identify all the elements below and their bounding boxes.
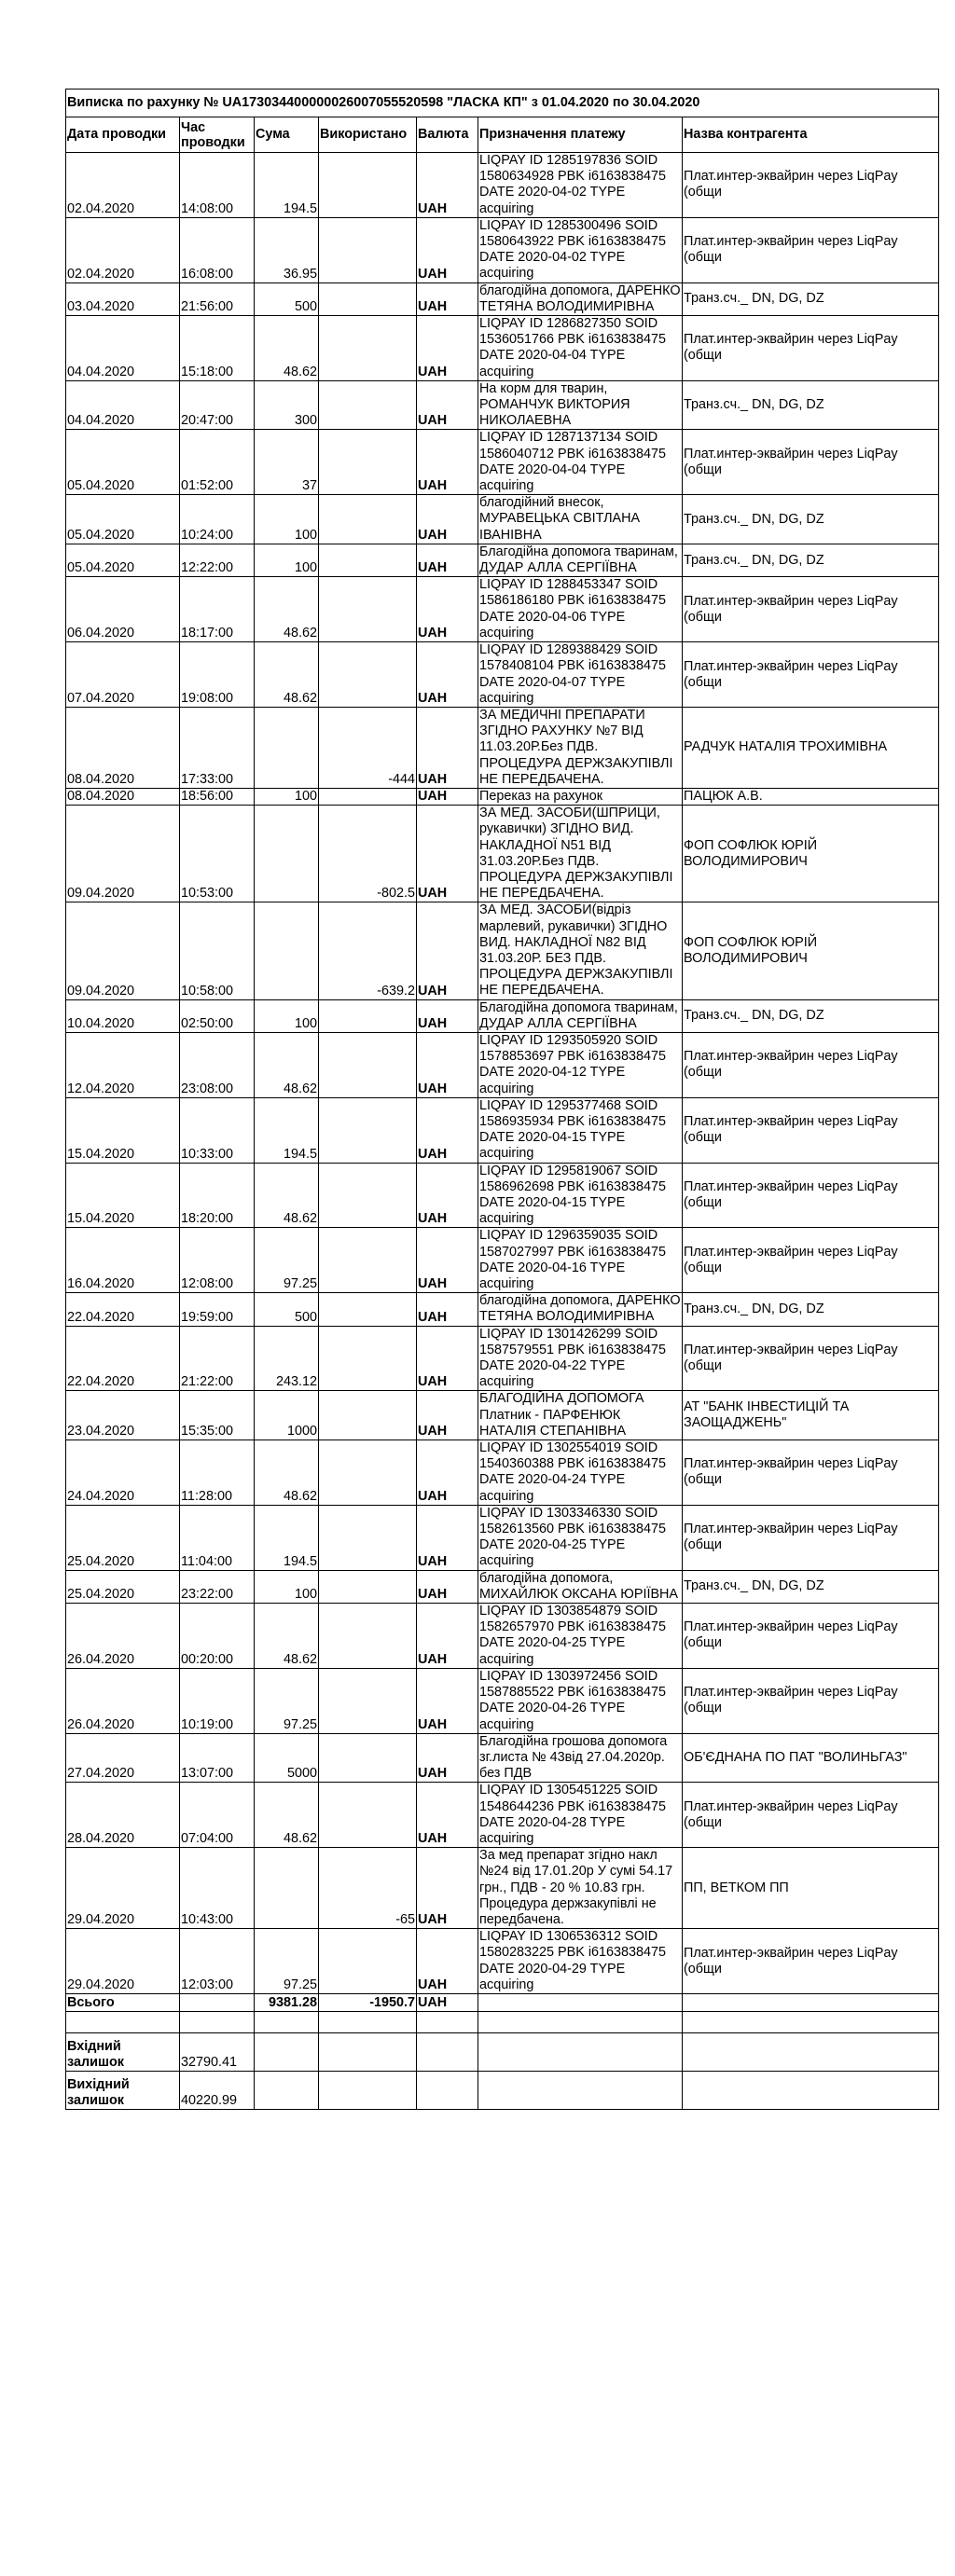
cell-used <box>319 1391 417 1440</box>
cell-purpose: LIQPAY ID 1287137134 SOID 1586040712 PBK i6163838475 DATE 2020-04-04 TYPE acquiring <box>478 430 683 495</box>
cell-used <box>319 642 417 708</box>
total-currency: UAH <box>417 1993 478 2011</box>
statement-title: Виписка по рахунку № UA173034400000026007055520598 "ЛАСКА КП" з 01.04.2020 по 30.04.2020 <box>66 90 939 117</box>
cell-used <box>319 1570 417 1603</box>
cell-currency: UAH <box>417 1604 478 1669</box>
cell-used <box>319 544 417 576</box>
cell-currency: UAH <box>417 999 478 1032</box>
cell-time: 23:08:00 <box>180 1032 255 1097</box>
cell-time: 12:03:00 <box>180 1929 255 1994</box>
cell-used <box>319 1783 417 1848</box>
cell-currency: UAH <box>417 495 478 544</box>
cell-currency: UAH <box>417 902 478 999</box>
cell-time: 23:22:00 <box>180 1570 255 1603</box>
cell-purpose: LIQPAY ID 1296359035 SOID 1587027997 PBK i6163838475 DATE 2020-04-16 TYPE acquiring <box>478 1228 683 1293</box>
cell-currency: UAH <box>417 1733 478 1783</box>
statement-table <box>65 89 939 2110</box>
cell-date: 26.04.2020 <box>66 1668 180 1733</box>
cell-currency: UAH <box>417 1391 478 1440</box>
cell-amount <box>255 806 319 902</box>
cell-counterparty: Плат.интер-эквайрин через LiqPay (общи <box>683 1228 939 1293</box>
cell-currency: UAH <box>417 1570 478 1603</box>
table-row <box>66 1783 939 1848</box>
cell-purpose: LIQPAY ID 1303972456 SOID 1587885522 PBK i6163838475 DATE 2020-04-26 TYPE acquiring <box>478 1668 683 1733</box>
cell-time: 10:19:00 <box>180 1668 255 1733</box>
cell-counterparty: ФОП СОФЛЮК ЮРІЙ ВОЛОДИМИРОВИЧ <box>683 806 939 902</box>
cell-purpose: БЛАГОДІЙНА ДОПОМОГА Платник - ПАРФЕНЮК НАТАЛІЯ СТЕПАНІВНА <box>478 1391 683 1440</box>
cell-amount: 1000 <box>255 1391 319 1440</box>
cell-currency: UAH <box>417 788 478 805</box>
table-row <box>66 1097 939 1163</box>
cell-amount: 100 <box>255 544 319 576</box>
statement-title-row <box>66 90 939 117</box>
table-row <box>66 1929 939 1994</box>
cell-date: 06.04.2020 <box>66 577 180 642</box>
col-header-time: Час проводки <box>180 117 255 153</box>
cell-counterparty: Плат.интер-эквайрин через LiqPay (общи <box>683 1929 939 1994</box>
cell-purpose: Переказ на рахунок <box>478 788 683 805</box>
cell-date: 25.04.2020 <box>66 1505 180 1570</box>
cell-time: 20:47:00 <box>180 380 255 430</box>
cell-purpose: LIQPAY ID 1288453347 SOID 1586186180 PBK i6163838475 DATE 2020-04-06 TYPE acquiring <box>478 577 683 642</box>
cell-counterparty: Плат.интер-эквайрин через LiqPay (общи <box>683 1783 939 1848</box>
cell-used <box>319 282 417 315</box>
total-label: Всього <box>66 1993 180 2011</box>
cell-date: 22.04.2020 <box>66 1326 180 1391</box>
cell-date: 16.04.2020 <box>66 1228 180 1293</box>
cell-counterparty: РАДЧУК НАТАЛІЯ ТРОХИМІВНА <box>683 707 939 788</box>
cell-amount: 48.62 <box>255 1032 319 1097</box>
cell-counterparty: Транз.сч._ DN, DG, DZ <box>683 380 939 430</box>
cell-currency: UAH <box>417 1293 478 1326</box>
cell-purpose: LIQPAY ID 1289388429 SOID 1578408104 PBK i6163838475 DATE 2020-04-07 TYPE acquiring <box>478 642 683 708</box>
cell-amount: 500 <box>255 1293 319 1326</box>
opening-balance-label: Вхідний залишок <box>66 2032 180 2071</box>
cell-amount: 97.25 <box>255 1929 319 1994</box>
cell-time: 18:17:00 <box>180 577 255 642</box>
cell-purpose: LIQPAY ID 1306536312 SOID 1580283225 PBK i6163838475 DATE 2020-04-29 TYPE acquiring <box>478 1929 683 1994</box>
table-row <box>66 1570 939 1603</box>
cell-currency: UAH <box>417 544 478 576</box>
cell-used <box>319 577 417 642</box>
table-row <box>66 316 939 381</box>
table-row <box>66 999 939 1032</box>
cell-purpose: За мед препарат згідно накл №24 від 17.01.20р У сумі 54.17 грн., ПДВ - 20 % 10.83 грн. Процедура держзакупівлі не передбачена. <box>478 1848 683 1929</box>
col-header-date: Дата проводки <box>66 117 180 153</box>
cell-time: 21:56:00 <box>180 282 255 315</box>
total-purpose-cell <box>478 1993 683 2011</box>
header-row <box>66 117 939 153</box>
cell-date: 15.04.2020 <box>66 1097 180 1163</box>
cell-date: 08.04.2020 <box>66 788 180 805</box>
cell-counterparty: Транз.сч._ DN, DG, DZ <box>683 282 939 315</box>
cell-counterparty: Плат.интер-эквайрин через LiqPay (общи <box>683 1032 939 1097</box>
cell-counterparty: Плат.интер-эквайрин через LiqPay (общи <box>683 1097 939 1163</box>
cell-amount: 36.95 <box>255 217 319 282</box>
cell-amount: 48.62 <box>255 1440 319 1506</box>
cell-counterparty: ОБ'ЄДНАНА ПО ПАТ "ВОЛИНЬГАЗ" <box>683 1733 939 1783</box>
cell-counterparty: Плат.интер-эквайрин через LiqPay (общи <box>683 217 939 282</box>
cell-date: 03.04.2020 <box>66 282 180 315</box>
cell-currency: UAH <box>417 153 478 218</box>
cell-amount <box>255 1848 319 1929</box>
cell-currency: UAH <box>417 1505 478 1570</box>
cell-time: 15:35:00 <box>180 1391 255 1440</box>
cell-used: -65 <box>319 1848 417 1929</box>
table-row <box>66 544 939 576</box>
closing-balance-label: Вихідний залишок <box>66 2071 180 2109</box>
cell-currency: UAH <box>417 1848 478 1929</box>
cell-counterparty: Плат.интер-эквайрин через LiqPay (общи <box>683 1668 939 1733</box>
cell-amount <box>255 902 319 999</box>
cell-purpose: LIQPAY ID 1303854879 SOID 1582657970 PBK i6163838475 DATE 2020-04-25 TYPE acquiring <box>478 1604 683 1669</box>
cell-amount: 194.5 <box>255 1505 319 1570</box>
cell-date: 15.04.2020 <box>66 1163 180 1228</box>
cell-counterparty: Плат.интер-эквайрин через LiqPay (общи <box>683 642 939 708</box>
cell-currency: UAH <box>417 1032 478 1097</box>
cell-currency: UAH <box>417 1097 478 1163</box>
table-row <box>66 430 939 495</box>
cell-counterparty: Плат.интер-эквайрин через LiqPay (общи <box>683 1604 939 1669</box>
cell-date: 23.04.2020 <box>66 1391 180 1440</box>
cell-date: 09.04.2020 <box>66 902 180 999</box>
cell-used <box>319 999 417 1032</box>
cell-purpose: ЗА МЕД. ЗАСОБИ(ШПРИЦИ, рукавички) ЗГІДНО ВИД. НАКЛАДНОЇ N51 ВІД 31.03.20Р.Без ПДВ. ПРОЦЕДУРА ДЕРЖЗАКУПІВЛІ НЕ ПЕРЕДБАЧЕНА. <box>478 806 683 902</box>
cell-counterparty: Плат.интер-эквайрин через LiqPay (общи <box>683 1326 939 1391</box>
cell-purpose: LIQPAY ID 1301426299 SOID 1587579551 PBK i6163838475 DATE 2020-04-22 TYPE acquiring <box>478 1326 683 1391</box>
cell-date: 10.04.2020 <box>66 999 180 1032</box>
cell-time: 18:20:00 <box>180 1163 255 1228</box>
total-counterparty-cell <box>683 1993 939 2011</box>
cell-amount: 48.62 <box>255 1604 319 1669</box>
cell-date: 27.04.2020 <box>66 1733 180 1783</box>
cell-amount: 100 <box>255 788 319 805</box>
cell-date: 22.04.2020 <box>66 1293 180 1326</box>
cell-amount: 48.62 <box>255 642 319 708</box>
cell-used <box>319 380 417 430</box>
cell-currency: UAH <box>417 316 478 381</box>
cell-purpose: LIQPAY ID 1305451225 SOID 1548644236 PBK i6163838475 DATE 2020-04-28 TYPE acquiring <box>478 1783 683 1848</box>
cell-amount: 100 <box>255 495 319 544</box>
table-row <box>66 1163 939 1228</box>
cell-time: 10:24:00 <box>180 495 255 544</box>
cell-counterparty: Транз.сч._ DN, DG, DZ <box>683 999 939 1032</box>
cell-time: 10:58:00 <box>180 902 255 999</box>
cell-currency: UAH <box>417 1163 478 1228</box>
col-header-counterparty: Назва контрагента <box>683 117 939 153</box>
closing-balance-value: 40220.99 <box>180 2071 255 2109</box>
cell-time: 15:18:00 <box>180 316 255 381</box>
table-row <box>66 1848 939 1929</box>
cell-purpose: LIQPAY ID 1285300496 SOID 1580643922 PBK i6163838475 DATE 2020-04-02 TYPE acquiring <box>478 217 683 282</box>
cell-amount: 194.5 <box>255 1097 319 1163</box>
cell-amount: 100 <box>255 999 319 1032</box>
cell-time: 02:50:00 <box>180 999 255 1032</box>
table-row <box>66 806 939 902</box>
cell-time: 19:59:00 <box>180 1293 255 1326</box>
cell-purpose: LIQPAY ID 1295377468 SOID 1586935934 PBK i6163838475 DATE 2020-04-15 TYPE acquiring <box>478 1097 683 1163</box>
cell-counterparty: ПАЦЮК А.В. <box>683 788 939 805</box>
cell-time: 17:33:00 <box>180 707 255 788</box>
cell-purpose: благодійний внесок, МУРАВЕЦЬКА СВІТЛАНА ІВАНІВНА <box>478 495 683 544</box>
cell-time: 12:22:00 <box>180 544 255 576</box>
cell-amount: 500 <box>255 282 319 315</box>
cell-purpose: Благодійна грошова допомога зг.листа № 43вiд 27.04.2020р. без ПДВ <box>478 1733 683 1783</box>
cell-date: 02.04.2020 <box>66 153 180 218</box>
cell-date: 26.04.2020 <box>66 1604 180 1669</box>
cell-counterparty: Транз.сч._ DN, DG, DZ <box>683 544 939 576</box>
table-row <box>66 217 939 282</box>
cell-counterparty: Транз.сч._ DN, DG, DZ <box>683 1570 939 1603</box>
cell-used: -802.5 <box>319 806 417 902</box>
table-row <box>66 495 939 544</box>
cell-currency: UAH <box>417 430 478 495</box>
cell-counterparty: Плат.интер-эквайрин через LiqPay (общи <box>683 316 939 381</box>
table-row <box>66 282 939 315</box>
cell-amount: 100 <box>255 1570 319 1603</box>
cell-date: 12.04.2020 <box>66 1032 180 1097</box>
cell-counterparty: Плат.интер-эквайрин через LiqPay (общи <box>683 1440 939 1506</box>
cell-currency: UAH <box>417 380 478 430</box>
table-row <box>66 1505 939 1570</box>
total-amount: 9381.28 <box>255 1993 319 2011</box>
cell-used <box>319 1293 417 1326</box>
cell-used <box>319 1228 417 1293</box>
table-row <box>66 788 939 805</box>
table-row <box>66 1032 939 1097</box>
table-row <box>66 1391 939 1440</box>
cell-used: -444 <box>319 707 417 788</box>
cell-amount: 48.62 <box>255 1783 319 1848</box>
cell-used <box>319 153 417 218</box>
table-row <box>66 1440 939 1506</box>
cell-date: 24.04.2020 <box>66 1440 180 1506</box>
blank-row <box>66 2011 939 2032</box>
table-row <box>66 1228 939 1293</box>
table-row <box>66 1604 939 1669</box>
cell-counterparty: Транз.сч._ DN, DG, DZ <box>683 495 939 544</box>
table-row <box>66 707 939 788</box>
cell-date: 04.04.2020 <box>66 380 180 430</box>
table-row <box>66 902 939 999</box>
cell-purpose: LIQPAY ID 1295819067 SOID 1586962698 PBK i6163838475 DATE 2020-04-15 TYPE acquiring <box>478 1163 683 1228</box>
cell-counterparty: АТ "БАНК ІНВЕСТИЦІЙ ТА ЗАОЩАДЖЕНЬ" <box>683 1391 939 1440</box>
cell-used <box>319 316 417 381</box>
cell-time: 21:22:00 <box>180 1326 255 1391</box>
cell-used <box>319 1505 417 1570</box>
total-used: -1950.7 <box>319 1993 417 2011</box>
cell-date: 08.04.2020 <box>66 707 180 788</box>
cell-date: 07.04.2020 <box>66 642 180 708</box>
cell-time: 00:20:00 <box>180 1604 255 1669</box>
table-row <box>66 380 939 430</box>
cell-time: 01:52:00 <box>180 430 255 495</box>
cell-time: 18:56:00 <box>180 788 255 805</box>
cell-counterparty: ФОП СОФЛЮК ЮРІЙ ВОЛОДИМИРОВИЧ <box>683 902 939 999</box>
cell-counterparty: Плат.интер-эквайрин через LiqPay (общи <box>683 430 939 495</box>
table-row <box>66 642 939 708</box>
cell-amount: 243.12 <box>255 1326 319 1391</box>
cell-used <box>319 1668 417 1733</box>
total-row <box>66 1993 939 2011</box>
cell-counterparty: Плат.интер-эквайрин через LiqPay (общи <box>683 1505 939 1570</box>
opening-balance-value: 32790.41 <box>180 2032 255 2071</box>
cell-amount: 48.62 <box>255 577 319 642</box>
cell-purpose: Благодійна допомога тваринам, ДУДАР АЛЛА СЕРГІЇВНА <box>478 999 683 1032</box>
cell-time: 16:08:00 <box>180 217 255 282</box>
col-header-amount: Сума <box>255 117 319 153</box>
cell-used <box>319 495 417 544</box>
cell-currency: UAH <box>417 1440 478 1506</box>
cell-date: 04.04.2020 <box>66 316 180 381</box>
cell-purpose: На корм для тварин, РОМАНЧУК ВИКТОРИЯ НИКОЛАЕВНА <box>478 380 683 430</box>
cell-time: 11:28:00 <box>180 1440 255 1506</box>
cell-purpose: LIQPAY ID 1303346330 SOID 1582613560 PBK i6163838475 DATE 2020-04-25 TYPE acquiring <box>478 1505 683 1570</box>
table-row <box>66 153 939 218</box>
cell-time: 13:07:00 <box>180 1733 255 1783</box>
cell-purpose: LIQPAY ID 1293505920 SOID 1578853697 PBK i6163838475 DATE 2020-04-12 TYPE acquiring <box>478 1032 683 1097</box>
cell-time: 12:08:00 <box>180 1228 255 1293</box>
cell-time: 10:53:00 <box>180 806 255 902</box>
cell-purpose: LIQPAY ID 1302554019 SOID 1540360388 PBK i6163838475 DATE 2020-04-24 TYPE acquiring <box>478 1440 683 1506</box>
cell-used <box>319 1733 417 1783</box>
cell-counterparty: Транз.сч._ DN, DG, DZ <box>683 1293 939 1326</box>
cell-date: 28.04.2020 <box>66 1783 180 1848</box>
total-time-cell <box>180 1993 255 2011</box>
cell-time: 11:04:00 <box>180 1505 255 1570</box>
cell-counterparty: Плат.интер-эквайрин через LiqPay (общи <box>683 1163 939 1228</box>
cell-currency: UAH <box>417 1783 478 1848</box>
cell-time: 10:33:00 <box>180 1097 255 1163</box>
transaction-rows <box>66 153 939 1994</box>
col-header-used: Використано <box>319 117 417 153</box>
cell-used <box>319 1604 417 1669</box>
cell-amount: 97.25 <box>255 1228 319 1293</box>
cell-amount: 48.62 <box>255 1163 319 1228</box>
cell-purpose: благодійна допомога, МИХАЙЛЮК ОКСАНА ЮРІЇВНА <box>478 1570 683 1603</box>
cell-used <box>319 1440 417 1506</box>
cell-currency: UAH <box>417 217 478 282</box>
cell-date: 02.04.2020 <box>66 217 180 282</box>
cell-amount: 97.25 <box>255 1668 319 1733</box>
cell-counterparty: ПП, ВЕТКОМ ПП <box>683 1848 939 1929</box>
cell-time: 10:43:00 <box>180 1848 255 1929</box>
cell-purpose: ЗА МЕД. ЗАСОБИ(відріз марлевий, рукавички) ЗГІДНО ВИД. НАКЛАДНОЇ N82 ВІД 31.03.20Р. БЕЗ ПДВ. ПРОЦЕДУРА ДЕРЖЗАКУПІВЛІ НЕ ПЕРЕДБАЧЕНА. <box>478 902 683 999</box>
cell-currency: UAH <box>417 282 478 315</box>
cell-currency: UAH <box>417 806 478 902</box>
cell-currency: UAH <box>417 642 478 708</box>
cell-date: 05.04.2020 <box>66 430 180 495</box>
cell-amount: 48.62 <box>255 316 319 381</box>
cell-currency: UAH <box>417 1228 478 1293</box>
cell-currency: UAH <box>417 577 478 642</box>
cell-purpose: LIQPAY ID 1285197836 SOID 1580634928 PBK i6163838475 DATE 2020-04-02 TYPE acquiring <box>478 153 683 218</box>
closing-balance-row <box>66 2071 939 2109</box>
cell-time: 14:08:00 <box>180 153 255 218</box>
cell-purpose: Благодійна допомога тваринам, ДУДАР АЛЛА СЕРГІЇВНА <box>478 544 683 576</box>
cell-currency: UAH <box>417 1929 478 1994</box>
cell-amount: 5000 <box>255 1733 319 1783</box>
cell-date: 09.04.2020 <box>66 806 180 902</box>
cell-used <box>319 1097 417 1163</box>
cell-used <box>319 1326 417 1391</box>
cell-purpose: благодійна допомога, ДАРЕНКО ТЕТЯНА ВОЛОДИМИРІВНА <box>479 1293 681 1325</box>
cell-counterparty: Плат.интер-эквайрин через LiqPay (общи <box>683 153 939 218</box>
cell-used <box>319 1032 417 1097</box>
cell-used <box>319 430 417 495</box>
table-row <box>66 1326 939 1391</box>
col-header-currency: Валюта <box>417 117 478 153</box>
cell-purpose: LIQPAY ID 1286827350 SOID 1536051766 PBK i6163838475 DATE 2020-04-04 TYPE acquiring <box>478 316 683 381</box>
cell-time: 19:08:00 <box>180 642 255 708</box>
cell-currency: UAH <box>417 707 478 788</box>
cell-date: 29.04.2020 <box>66 1848 180 1929</box>
cell-purpose: ЗА МЕДИЧНІ ПРЕПАРАТИ ЗГІДНО РАХУНКУ №7 ВІД 11.03.20Р.Без ПДВ. ПРОЦЕДУРА ДЕРЖЗАКУПІВЛІ НЕ ПЕРЕДБАЧЕНА. <box>478 707 683 788</box>
table-row <box>66 1733 939 1783</box>
cell-date: 05.04.2020 <box>66 495 180 544</box>
cell-amount: 194.5 <box>255 153 319 218</box>
cell-date: 05.04.2020 <box>66 544 180 576</box>
cell-currency: UAH <box>417 1668 478 1733</box>
cell-used: -639.2 <box>319 902 417 999</box>
cell-amount: 300 <box>255 380 319 430</box>
table-row <box>66 1293 939 1326</box>
table-row <box>66 1668 939 1733</box>
cell-amount <box>255 707 319 788</box>
cell-date: 25.04.2020 <box>66 1570 180 1603</box>
opening-balance-row <box>66 2032 939 2071</box>
cell-date: 29.04.2020 <box>66 1929 180 1994</box>
cell-used <box>319 1163 417 1228</box>
cell-amount: 37 <box>255 430 319 495</box>
cell-time: 07:04:00 <box>180 1783 255 1848</box>
cell-used <box>319 788 417 805</box>
cell-used <box>319 1929 417 1994</box>
table-row <box>66 577 939 642</box>
cell-counterparty: Плат.интер-эквайрин через LiqPay (общи <box>683 577 939 642</box>
col-header-purpose: Призначення платежу <box>478 117 683 153</box>
cell-currency: UAH <box>417 1326 478 1391</box>
cell-used <box>319 217 417 282</box>
cell-purpose: благодійна допомога, ДАРЕНКО ТЕТЯНА ВОЛОДИМИРІВНА <box>479 282 681 314</box>
